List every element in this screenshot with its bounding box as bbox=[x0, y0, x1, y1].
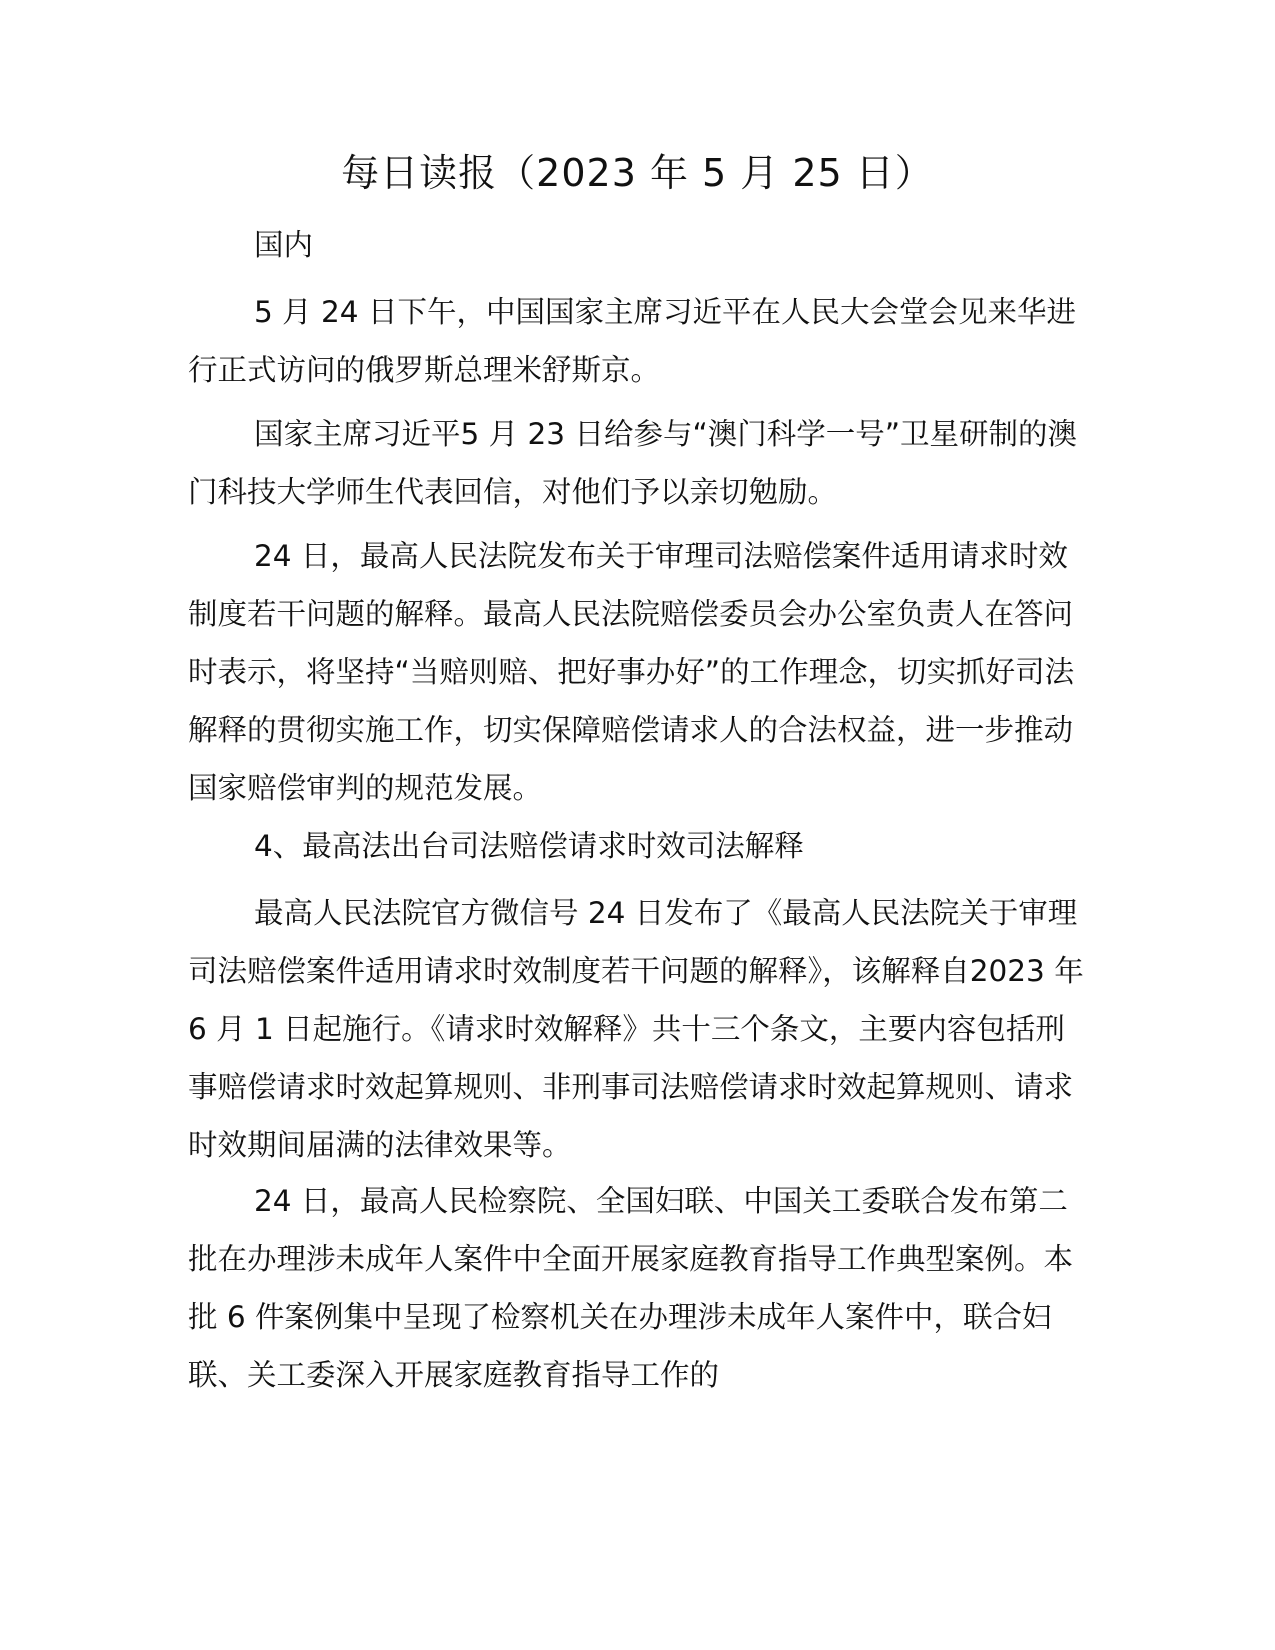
page-title: 每日读报（2023 年 5 月 25 日） bbox=[341, 151, 934, 195]
paragraph-3: 24 日，最高人民法院发布关于审理司法赔偿案件适用请求时效制度若干问题的解释。最高人民法院赔偿委员会办公室负责人在答问时表示，将坚持“当赔则赔、把好事办好”的工作理念，切实抓好司法解释的贯彻实施工作，切实保障赔偿请求人的合法权益，进一步推动国家赔偿审判的规范发展。 bbox=[188, 539, 1075, 805]
section-heading: 国内 bbox=[254, 228, 314, 262]
paragraph-4-heading: 4、最高法出台司法赔偿请求时效司法解释 bbox=[254, 829, 804, 863]
paragraph-1: 5 月 24 日下午，中国国家主席习近平在人民大会堂会见来华进行正式访问的俄罗斯总理米舒斯京。 bbox=[188, 295, 1076, 387]
paragraph-2: 国家主席习近平5 月 23 日给参与“澳门科学一号”卫星研制的澳门科技大学师生代表回信，对他们予以亲切勉励。 bbox=[188, 417, 1078, 509]
paragraph-6: 24 日，最高人民检察院、全国妇联、中国关工委联合发布第二批在办理涉未成年人案件中全面开展家庭教育指导工作典型案例。本批 6 件案例集中呈现了检察机关在办理涉未成年人案件中，联合妇联、关工委深入开展家庭教育指导工作的 bbox=[188, 1184, 1074, 1392]
paragraph-5: 最高人民法院官方微信号 24 日发布了《最高人民法院关于审理司法赔偿案件适用请求时效制度若干问题的解释》，该解释自2023 年 6 月 1 日起施行。《请求时效解释》共十三个条文，主要内容包括刑事赔偿请求时效起算规则、非刑事司法赔偿请求时效起算规则、请求时效期间届满的法律效果等。 bbox=[188, 896, 1084, 1162]
